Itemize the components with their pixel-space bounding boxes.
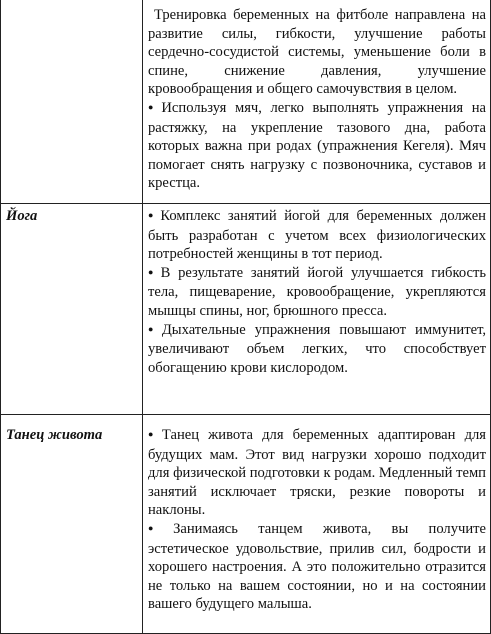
row-1-paragraph-1: Тренировка беременных на фитболе направлена на развитие силы, гибкости, улучшение работы сердечно-сосудистой системы, уменьшение боли в спине, снижение давления, улучшение кровообращения и общего самочувствия в целом. [148,7,486,98]
row-3-topic: Танец живота [6,427,103,443]
row-1-paragraph-2: ● Используя мяч, легко выполнять упражнения на растяжку, на укрепление тазового дна, работа которых важна при родах (упражнения Кегеля). Мяч помогает снять нагрузку с позвоночника, суставов и крестца. [148,99,486,193]
column-divider [142,0,143,634]
table-border-left [0,0,1,634]
row-3-description [148,426,486,614]
row-3-paragraph-1: ● Танец живота для беременных адаптирован для будущих мам. Этот вид нагрузки хорошо подходит для физической подготовки к родам. Медленный темп занятий исключает тряски, резкие повороты и наклоны. [148,426,486,520]
row-divider [0,414,491,415]
row-divider [0,203,491,204]
row-2-paragraph-1: ● Комплекс занятий йогой для беременных должен быть разработан с учетом всех физиологических потребностей женщины в тот период. [148,207,486,264]
row-2-paragraph-2: ● В результате занятий йогой улучшается гибкость тела, пищеварение, кровообращение, укрепляются мышцы спины, ног, брюшного пресса. [148,264,486,321]
row-1-description [148,6,486,193]
row-2-paragraph-3: ● Дыхательные упражнения повышают иммунитет, увеличивают объем легких, что способствует обогащению крови кислородом. [148,321,486,378]
row-2-topic: Йога [6,208,38,224]
row-2-description [148,207,486,377]
row-3-paragraph-2: ● Занимаясь танцем живота, вы получите эстетическое удовольствие, прилив сил, бодрости и хорошего настроения. А это положительно отразится не только на вашем состоянии, но и на состоянии вашего будущего малыша. [148,520,486,614]
